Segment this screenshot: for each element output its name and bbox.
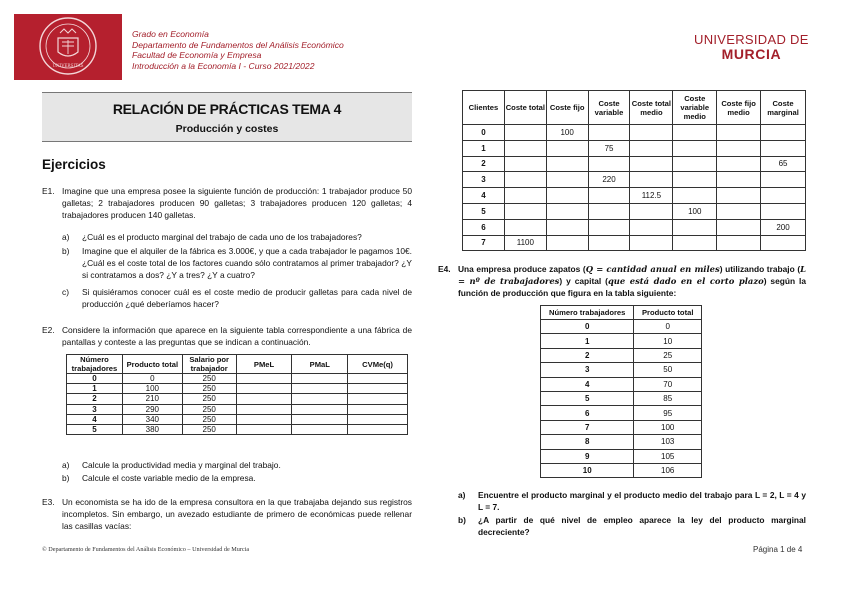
table-cell: 250 <box>182 374 236 384</box>
table-cell <box>588 188 630 204</box>
table-cell <box>717 188 761 204</box>
exercise-item <box>62 459 412 471</box>
university-logo <box>14 14 122 80</box>
table-cell <box>504 172 546 188</box>
table-cell: 10 <box>634 334 702 348</box>
table-cell <box>348 414 408 424</box>
exercise-e4 <box>438 263 806 300</box>
table-cell <box>504 156 546 172</box>
table-row <box>541 420 702 434</box>
table-row <box>67 374 408 384</box>
table-header-row <box>541 306 702 320</box>
exercise-item <box>62 472 412 484</box>
table-cell: 0 <box>541 320 634 334</box>
table-cell <box>761 172 806 188</box>
item-text: ¿A partir de qué nivel de empleo aparece la ley del producto marginal decreciente? <box>478 515 806 538</box>
table-cell <box>292 374 348 384</box>
exercise-label: E1. <box>42 186 55 196</box>
table-cell <box>588 156 630 172</box>
exercise-item <box>458 514 806 538</box>
table-header-row <box>463 91 806 125</box>
table-cell <box>673 172 717 188</box>
table-cell: 9 <box>541 449 634 463</box>
production-table <box>540 305 702 478</box>
column-header: Número trabajadores <box>67 355 123 374</box>
column-header: Clientes <box>463 91 505 125</box>
table-cell <box>717 235 761 251</box>
table-cell <box>761 203 806 219</box>
exercise-text: Imagine que una empresa posee la siguiente función de producción: 1 trabajador produce 50 galletas; 2 trabajadores producen 90 galletas; 3 trabajadores producen 120 galletas; 4 trabajadores producen 140 galletas. <box>62 186 412 221</box>
table-cell: 3 <box>463 172 505 188</box>
exercise-e3 <box>42 496 412 533</box>
university-name <box>694 33 809 61</box>
item-text: Encuentre el producto marginal y el producto medio del trabajo para L = 2, L = 4 y L = 7. <box>478 490 806 513</box>
column-header: CVMe(q) <box>348 355 408 374</box>
table-cell <box>673 156 717 172</box>
table-cell <box>630 125 673 141</box>
table-cell: 65 <box>761 156 806 172</box>
table-cell: 1 <box>67 384 123 394</box>
column-header: PMaL <box>292 355 348 374</box>
table-cell: 250 <box>182 384 236 394</box>
table-cell: 220 <box>588 172 630 188</box>
column-header: Producto total <box>122 355 182 374</box>
table-cell: 112.5 <box>630 188 673 204</box>
table-cell <box>236 404 292 414</box>
table-cell <box>504 140 546 156</box>
table-row <box>67 424 408 434</box>
table-cell <box>236 374 292 384</box>
table-cell: 100 <box>634 420 702 434</box>
table-cell <box>673 140 717 156</box>
table-cell <box>673 219 717 235</box>
table-cell <box>630 172 673 188</box>
table-cell <box>630 219 673 235</box>
table-cell: 100 <box>122 384 182 394</box>
table-cell <box>292 414 348 424</box>
table-cell: 100 <box>546 125 588 141</box>
table-cell: 4 <box>541 377 634 391</box>
table-row <box>541 391 702 405</box>
table-cell <box>504 125 546 141</box>
column-header: Coste variable medio <box>673 91 717 125</box>
exercise-e1 <box>42 185 412 222</box>
table-cell <box>504 219 546 235</box>
item-label: b) <box>458 515 466 525</box>
table-cell <box>546 156 588 172</box>
table-cell: 0 <box>634 320 702 334</box>
table-cell <box>761 140 806 156</box>
table-cell <box>588 125 630 141</box>
item-text: Calcule el coste variable medio de la empresa. <box>82 473 256 483</box>
table-cell: 290 <box>122 404 182 414</box>
table-cell: 250 <box>182 414 236 424</box>
exercise-item <box>62 231 412 243</box>
table-cell <box>673 125 717 141</box>
table-cell <box>630 156 673 172</box>
exercise-text: Una empresa produce zapatos (Q = cantidad anual en miles) utilizando trabajo (L = nº de trabajadores) y capital (que está dado en el corto plazo) según la función de producción que figura en la tabla siguiente: <box>458 264 807 299</box>
header-info <box>132 29 344 71</box>
table-cell: 4 <box>463 188 505 204</box>
table-cell <box>717 125 761 141</box>
table-row <box>541 320 702 334</box>
table-row <box>541 348 702 362</box>
column-header: Coste fijo medio <box>717 91 761 125</box>
exercise-label: E3. <box>42 497 55 507</box>
table-cell <box>630 235 673 251</box>
item-label: b) <box>62 473 70 483</box>
table-cell: 3 <box>67 404 123 414</box>
table-cell <box>236 394 292 404</box>
exercise-item <box>62 286 412 310</box>
table-cell <box>504 188 546 204</box>
table-cell: 0 <box>463 125 505 141</box>
exercise-text: Un economista se ha ido de la empresa consultora en la que trabajaba dejando sus registros incompletos. Sin embargo, un avezado estudiante de primero de económicas puede rellenar las casillas vacías: <box>62 497 412 532</box>
table-cell: 380 <box>122 424 182 434</box>
table-row <box>541 463 702 477</box>
department-name: Departamento de Fundamentos del Análisis Económico <box>132 39 344 50</box>
column-header: Producto total <box>634 306 702 320</box>
table-cell <box>292 384 348 394</box>
title-box <box>42 92 412 142</box>
table-row <box>67 404 408 414</box>
table-cell <box>292 404 348 414</box>
column-header: Coste total <box>504 91 546 125</box>
table-cell: 200 <box>761 219 806 235</box>
table-cell: 250 <box>182 424 236 434</box>
costs-table <box>462 90 806 251</box>
section-title: Ejercicios <box>42 157 106 172</box>
table-cell <box>717 140 761 156</box>
table-row <box>541 449 702 463</box>
item-label: b) <box>62 246 70 256</box>
table-cell <box>673 235 717 251</box>
table-row <box>67 384 408 394</box>
item-text: Si quisiéramos conocer cuál es el coste medio de producir galletas para cada nivel de producción ¿qué deberíamos hacer? <box>82 287 412 310</box>
table-cell <box>546 140 588 156</box>
table-cell: 75 <box>588 140 630 156</box>
item-label: a) <box>62 232 70 242</box>
table-cell: 106 <box>634 463 702 477</box>
table-cell <box>717 203 761 219</box>
column-header: Coste marginal <box>761 91 806 125</box>
table-cell <box>292 394 348 404</box>
exercise-e2 <box>42 324 412 348</box>
table-row <box>541 363 702 377</box>
table-cell: 2 <box>463 156 505 172</box>
table-row <box>541 406 702 420</box>
table-header-row <box>67 355 408 374</box>
table-cell <box>348 424 408 434</box>
table-cell: 105 <box>634 449 702 463</box>
table-cell: 4 <box>67 414 123 424</box>
table-cell <box>588 219 630 235</box>
table-cell: 0 <box>122 374 182 384</box>
table-row <box>463 219 806 235</box>
table-cell <box>348 384 408 394</box>
table-cell: 50 <box>634 363 702 377</box>
table-cell <box>717 172 761 188</box>
table-cell <box>348 394 408 404</box>
table-cell: 70 <box>634 377 702 391</box>
column-header: Coste variable <box>588 91 630 125</box>
table-cell: 25 <box>634 348 702 362</box>
table-cell: 1100 <box>504 235 546 251</box>
table-cell <box>546 172 588 188</box>
page-number: Página 1 de 4 <box>753 545 803 554</box>
column-header: Salario por trabajador <box>182 355 236 374</box>
column-header: Coste total medio <box>630 91 673 125</box>
table-cell <box>673 188 717 204</box>
table-cell: 2 <box>67 394 123 404</box>
item-label: a) <box>458 490 466 500</box>
table-row <box>463 140 806 156</box>
item-label: a) <box>62 460 70 470</box>
table-cell: 100 <box>673 203 717 219</box>
table-cell <box>630 203 673 219</box>
column-header: Número trabajadores <box>541 306 634 320</box>
table-cell: 103 <box>634 435 702 449</box>
table-row <box>463 125 806 141</box>
table-cell <box>546 188 588 204</box>
table-row <box>463 172 806 188</box>
table-cell: 6 <box>463 219 505 235</box>
faculty-name: Facultad de Economía y Empresa <box>132 50 262 61</box>
table-cell <box>761 235 806 251</box>
table-cell: 340 <box>122 414 182 424</box>
table-cell <box>588 235 630 251</box>
table-cell: 5 <box>463 203 505 219</box>
table-cell <box>588 203 630 219</box>
table-cell: 3 <box>541 363 634 377</box>
column-header: PMeL <box>236 355 292 374</box>
table-cell: 2 <box>541 348 634 362</box>
k-variable: que está dado en el corto plazo <box>607 276 764 287</box>
table-cell: 1 <box>463 140 505 156</box>
table-cell: 5 <box>541 391 634 405</box>
svg-text:UNIVERSITAS: UNIVERSITAS <box>52 63 84 68</box>
table-cell: 7 <box>541 420 634 434</box>
table-cell <box>717 219 761 235</box>
exercise-label: E4. <box>438 264 451 274</box>
item-label: c) <box>62 287 69 297</box>
page-subtitle: Producción y costes <box>175 123 279 135</box>
exercise-text: Considere la información que aparece en la siguiente tabla correspondiente a una fábrica de pantallas y conteste a las preguntas que se indican a continuación. <box>62 325 412 348</box>
table-row <box>463 235 806 251</box>
seal-icon <box>38 16 98 76</box>
workers-table <box>66 354 408 435</box>
table-cell: 210 <box>122 394 182 404</box>
l-variable: L = nº de trabajadores <box>458 264 807 287</box>
exercise-item <box>62 245 412 282</box>
exercise-item <box>458 489 806 513</box>
table-cell <box>236 384 292 394</box>
table-cell: 0 <box>67 374 123 384</box>
table-row <box>541 334 702 348</box>
table-cell <box>546 203 588 219</box>
table-cell <box>761 188 806 204</box>
table-cell <box>630 140 673 156</box>
table-row <box>541 377 702 391</box>
table-cell <box>348 374 408 384</box>
item-text: Imagine que el alquiler de la fábrica es 3.000€, y que a cada trabajador le pagamos 10€. ¿Cuál es el coste total de los factores cuando sólo contratamos al primer trabajador? ¿Y si contratamos a dos? ¿Y a tres? ¿Y a cuatro? <box>82 246 412 281</box>
table-cell: 250 <box>182 404 236 414</box>
footer-copyright: © Departamento de Fundamentos del Análisis Económico – Universidad de Murcia <box>42 546 250 553</box>
table-cell <box>348 404 408 414</box>
table-cell <box>236 414 292 424</box>
program-name: Grado en Economía <box>132 29 209 39</box>
table-cell <box>292 424 348 434</box>
table-cell: 5 <box>67 424 123 434</box>
university-line1: UNIVERSIDAD DE <box>694 32 809 47</box>
column-header: Coste fijo <box>546 91 588 125</box>
table-row <box>463 203 806 219</box>
table-cell: 95 <box>634 406 702 420</box>
table-cell <box>546 219 588 235</box>
university-line2: MURCIA <box>721 46 782 62</box>
table-cell <box>546 235 588 251</box>
table-cell: 1 <box>541 334 634 348</box>
table-cell: 7 <box>463 235 505 251</box>
table-row <box>463 156 806 172</box>
table-row <box>67 414 408 424</box>
table-cell <box>504 203 546 219</box>
table-cell <box>761 125 806 141</box>
item-text: Calcule la productividad media y marginal del trabajo. <box>82 460 281 470</box>
table-cell: 6 <box>541 406 634 420</box>
exercise-label: E2. <box>42 325 55 335</box>
item-text: ¿Cuál es el producto marginal del trabajo de cada uno de los trabajadores? <box>82 232 362 242</box>
table-row <box>463 188 806 204</box>
table-cell: 8 <box>541 435 634 449</box>
q-variable: Q = cantidad anual en miles <box>585 264 720 274</box>
page-title: RELACIÓN DE PRÁCTICAS TEMA 4 <box>112 101 342 117</box>
table-row <box>67 394 408 404</box>
table-cell <box>236 424 292 434</box>
table-row <box>541 435 702 449</box>
table-cell: 10 <box>541 463 634 477</box>
table-cell: 85 <box>634 391 702 405</box>
course-name: Introducción a la Economía I - Curso 2021/2022 <box>132 60 315 71</box>
table-cell <box>717 156 761 172</box>
table-cell: 250 <box>182 394 236 404</box>
